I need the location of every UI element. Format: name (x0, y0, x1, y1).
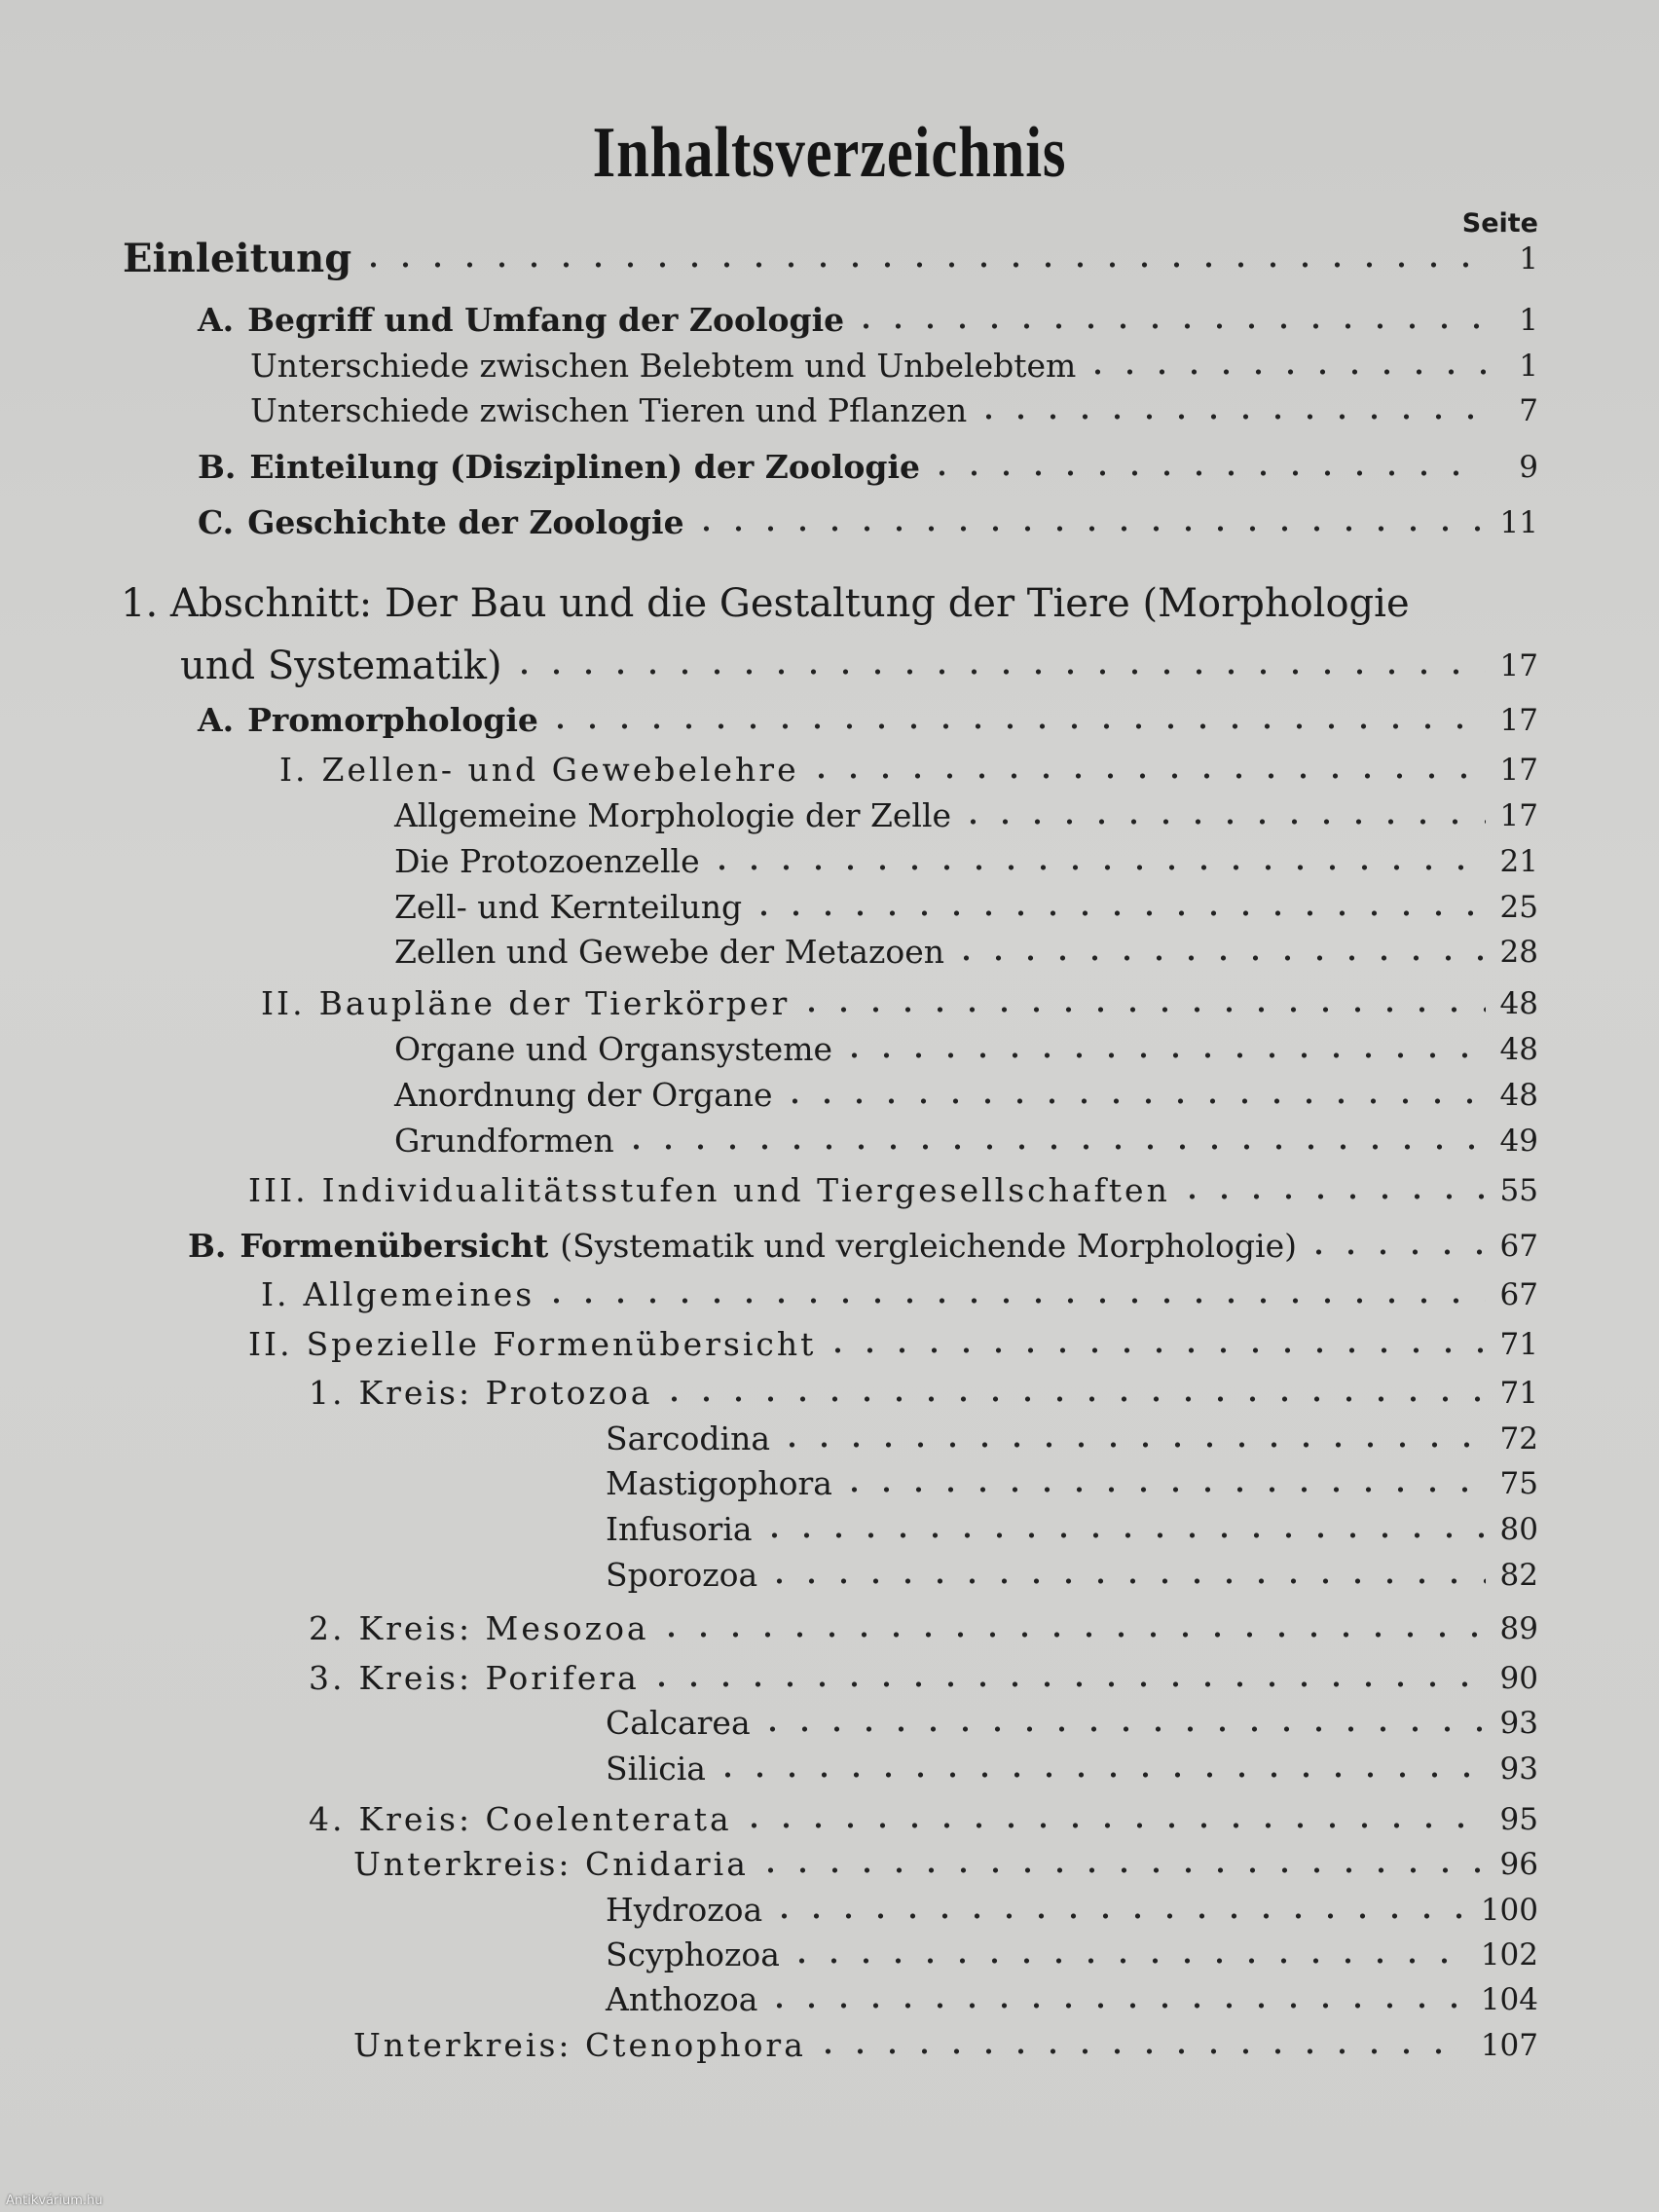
toc-entry-number: II. (248, 1325, 293, 1363)
toc-entry-belebtem[interactable] (0, 343, 1538, 386)
leader-dots (779, 1094, 1486, 1108)
toc-entry-title: Unterschiede zwischen Tieren und Pflanzen (250, 391, 968, 429)
leader-dots (756, 1722, 1486, 1736)
toc-entry-title: Anthozoa (606, 1980, 758, 2018)
toc-entry-einleitung[interactable] (0, 236, 1538, 281)
toc-entry-tieren-pflanzen[interactable] (0, 387, 1538, 430)
toc-entry-zellen-gewebelehre[interactable] (0, 747, 1538, 790)
toc-entry-title: Scyphozoa (606, 1936, 780, 1973)
toc-entry-title: Anordnung der Organe (394, 1076, 773, 1114)
leader-dots (950, 951, 1486, 965)
toc-entry-number: III. (248, 1171, 309, 1209)
toc-page-number: 17 (1499, 703, 1538, 738)
leader-dots (748, 906, 1486, 920)
toc-entry-continuation: und Systematik) (180, 644, 502, 688)
toc-entry-number: 2. (309, 1609, 346, 1647)
toc-entry-title: Sporozoa (606, 1556, 758, 1594)
toc-page-number: 1 (1519, 241, 1538, 276)
toc-page-number: 25 (1499, 890, 1538, 925)
toc-entry-title: Unterkreis: Ctenophora (353, 2026, 806, 2064)
toc-entry-organsysteme[interactable] (0, 1026, 1538, 1069)
leader-dots (838, 1483, 1486, 1496)
toc-entry-title: Einteilung (Disziplinen) der Zoologie (249, 448, 920, 486)
toc-entry-title: Zell- und Kernteilung (394, 888, 743, 926)
toc-page-number: 82 (1499, 1558, 1538, 1593)
toc-entry-number: I. (279, 751, 309, 789)
toc-entry-ctenophora[interactable] (0, 2022, 1538, 2065)
toc-entry-title: Sarcodina (606, 1419, 771, 1457)
toc-entry-title: Geschichte der Zoologie (247, 503, 684, 541)
toc-page-number: 9 (1519, 450, 1538, 485)
toc-page-number: 21 (1499, 844, 1538, 879)
toc-page-number: 1 (1519, 303, 1538, 338)
toc-entry-number: 4. (309, 1800, 346, 1838)
toc-page-number: 17 (1499, 753, 1538, 788)
toc-entry-scyphozoa[interactable] (0, 1932, 1538, 1974)
toc-entry-anordnung[interactable] (0, 1072, 1538, 1115)
toc-entry-title: Promorphologie (247, 701, 538, 739)
toc-entry-number: C. (198, 503, 235, 541)
toc-page-number: 1 (1519, 349, 1538, 384)
toc-entry-begriff[interactable] (0, 297, 1538, 340)
toc-page-number: 49 (1499, 1124, 1538, 1159)
leader-dots (540, 1294, 1486, 1308)
leader-dots (1082, 365, 1486, 379)
toc-entry-title: Zellen- und Gewebelehre (321, 751, 799, 789)
toc-entry-title: Spezielle Formenübersicht (306, 1325, 817, 1363)
toc-entry-number: B. (188, 1227, 227, 1265)
toc-entry-title: Unterschiede zwischen Belebtem und Unbelebtem (250, 347, 1077, 385)
toc-entry-title: Kreis: Porifera (358, 1659, 640, 1697)
toc-entry-title: Kreis: Mesozoa (358, 1609, 649, 1647)
leader-dots (620, 1140, 1486, 1154)
toc-page-number: 55 (1499, 1173, 1538, 1208)
leader-dots (645, 1677, 1486, 1691)
toc-entry-spezielle[interactable] (0, 1321, 1538, 1364)
watermark: Antikvárium.hu (6, 2194, 103, 2208)
toc-page-number: 104 (1480, 1982, 1538, 2017)
toc-entry-calcarea[interactable] (0, 1700, 1538, 1743)
toc-page-number: 48 (1499, 1078, 1538, 1113)
toc-entry-kernteilung[interactable] (0, 884, 1538, 927)
toc-entry-title: Grundformen (394, 1122, 614, 1160)
toc-entry-geschichte[interactable] (0, 499, 1538, 542)
toc-entry-promorphologie[interactable] (0, 697, 1538, 740)
toc-page-number: 96 (1499, 1847, 1538, 1882)
toc-page-number: 11 (1499, 505, 1538, 540)
toc-entry-title: Der Bau und die Gestaltung der Tiere (384, 581, 1130, 626)
toc-entry-title: Unterkreis: Cnidaria (353, 1845, 749, 1883)
toc-page-number: 75 (1499, 1466, 1538, 1501)
leader-dots (755, 1863, 1486, 1877)
toc-entry-einteilung[interactable] (0, 444, 1538, 487)
toc-entry-number: II. (261, 984, 306, 1022)
leader-dots (357, 258, 1486, 272)
toc-entry-number: 1. (309, 1374, 346, 1412)
toc-entry-bauplaene[interactable] (0, 980, 1538, 1023)
toc-entry-protozoenzelle[interactable] (0, 838, 1538, 881)
leader-dots (776, 1438, 1486, 1452)
toc-page-number: 17 (1499, 798, 1538, 833)
toc-entry-formenuebersicht[interactable] (0, 1223, 1538, 1266)
leader-dots (926, 466, 1486, 480)
leader-dots (838, 1049, 1486, 1062)
toc-entry-hydrozoa[interactable] (0, 1887, 1538, 1930)
toc-page-number: 48 (1499, 1032, 1538, 1067)
toc-entry-suffix: (Systematik und vergleichende Morphologie) (560, 1227, 1298, 1265)
toc-entry-title: Zellen und Gewebe der Metazoen (394, 933, 944, 971)
page-title: Inhaltsverzeichnis (592, 113, 1067, 193)
toc-entry-title: Kreis: Protozoa (358, 1374, 653, 1412)
leader-dots (850, 319, 1486, 333)
toc-page-number: 72 (1499, 1421, 1538, 1456)
toc-entry-metazoen[interactable] (0, 929, 1538, 972)
toc-page-number: 93 (1499, 1751, 1538, 1787)
toc-page-number: 71 (1499, 1376, 1538, 1411)
toc-entry-title: Formenübersicht (240, 1227, 549, 1265)
leader-dots (758, 1529, 1486, 1542)
toc-entry-abschnitt-line2[interactable] (0, 643, 1538, 688)
toc-entry-number: A. (198, 301, 235, 339)
leader-dots (712, 1768, 1486, 1782)
leader-dots (690, 522, 1486, 535)
toc-entry-title: Baupläne der Tierkörper (318, 984, 791, 1022)
leader-dots (786, 1954, 1467, 1968)
toc-entry-title: Begriff und Umfang der Zoologie (247, 301, 845, 339)
toc-entry-mastigophora[interactable] (0, 1460, 1538, 1503)
toc-entry-title: Kreis: Coelenterata (358, 1800, 732, 1838)
toc-entry-anthozoa[interactable] (0, 1976, 1538, 2019)
toc-entry-title: Allgemeines (303, 1275, 535, 1313)
toc-entry-suffix: (Morphologie (1142, 581, 1410, 626)
leader-dots (822, 1344, 1486, 1357)
toc-entry-title: Infusoria (606, 1510, 753, 1548)
toc-entry-silicia[interactable] (0, 1746, 1538, 1788)
toc-entry-cnidaria[interactable] (0, 1841, 1538, 1884)
toc-page-number: 48 (1499, 986, 1538, 1021)
leader-dots (1303, 1245, 1486, 1259)
toc-page-number: 80 (1499, 1512, 1538, 1547)
toc-page-number: 100 (1480, 1893, 1538, 1928)
toc-entry-mesozoa[interactable] (0, 1605, 1538, 1648)
toc-entry-number: 1. (121, 581, 159, 626)
leader-dots (508, 665, 1486, 679)
toc-entry-title: Organe und Organsysteme (394, 1030, 833, 1068)
leader-dots (812, 2045, 1467, 2058)
leader-dots (957, 815, 1486, 829)
toc-entry-number: 3. (309, 1659, 346, 1697)
leader-dots (763, 1574, 1486, 1588)
leader-dots (544, 719, 1486, 733)
toc-entry-abschnitt-line1[interactable] (121, 582, 1410, 625)
toc-entry-coelenterata[interactable] (0, 1796, 1538, 1839)
toc-entry-number: B. (198, 448, 237, 486)
leader-dots (763, 1999, 1466, 2012)
toc-page-number: 67 (1499, 1229, 1538, 1264)
toc-entry-infusoria[interactable] (0, 1506, 1538, 1549)
toc-entry-sporozoa[interactable] (0, 1552, 1538, 1595)
toc-entry-grundformen[interactable] (0, 1118, 1538, 1161)
toc-page-number: 17 (1499, 648, 1538, 683)
leader-dots (658, 1392, 1486, 1406)
toc-entry-title: Individualitätsstufen und Tiergesellschaften (321, 1171, 1170, 1209)
toc-entry-title: Calcarea (606, 1704, 751, 1742)
toc-page-number: 95 (1499, 1802, 1538, 1837)
toc-entry-title: Hydrozoa (606, 1891, 763, 1929)
toc-entry-prefix: Abschnitt: (169, 581, 373, 626)
leader-dots (768, 1909, 1467, 1923)
page-column-label: Seite (1461, 208, 1538, 239)
toc-entry-individualitaetsstufen[interactable] (0, 1167, 1538, 1210)
toc-page-number: 71 (1499, 1327, 1538, 1362)
leader-dots (805, 769, 1486, 783)
toc-entry-title: Einleitung (123, 236, 352, 281)
leader-dots (655, 1628, 1486, 1641)
leader-dots (1176, 1190, 1486, 1203)
leader-dots (738, 1819, 1486, 1832)
leader-dots (973, 410, 1486, 424)
toc-page-number: 28 (1499, 935, 1538, 970)
toc-entry-title: Silicia (606, 1750, 706, 1788)
toc-entry-porifera[interactable] (0, 1655, 1538, 1698)
toc-page-number: 107 (1480, 2028, 1538, 2063)
leader-dots (795, 1003, 1486, 1016)
toc-entry-title: Mastigophora (606, 1464, 832, 1502)
toc-entry-allgemeines[interactable] (0, 1272, 1538, 1314)
toc-entry-sarcodina[interactable] (0, 1416, 1538, 1458)
toc-entry-number: A. (198, 701, 235, 739)
toc-page-number: 7 (1519, 393, 1538, 428)
toc-page-number: 89 (1499, 1611, 1538, 1646)
toc-page-number: 90 (1499, 1661, 1538, 1696)
toc-page-number: 93 (1499, 1706, 1538, 1741)
leader-dots (706, 861, 1486, 874)
toc-page-number: 102 (1480, 1937, 1538, 1972)
toc-entry-title: Allgemeine Morphologie der Zelle (394, 796, 952, 834)
toc-entry-protozoa[interactable] (0, 1370, 1538, 1413)
toc-entry-title: Die Protozoenzelle (394, 842, 700, 880)
toc-page-number: 67 (1499, 1277, 1538, 1312)
toc-entry-number: I. (261, 1275, 290, 1313)
toc-entry-morphologie-zelle[interactable] (0, 793, 1538, 835)
